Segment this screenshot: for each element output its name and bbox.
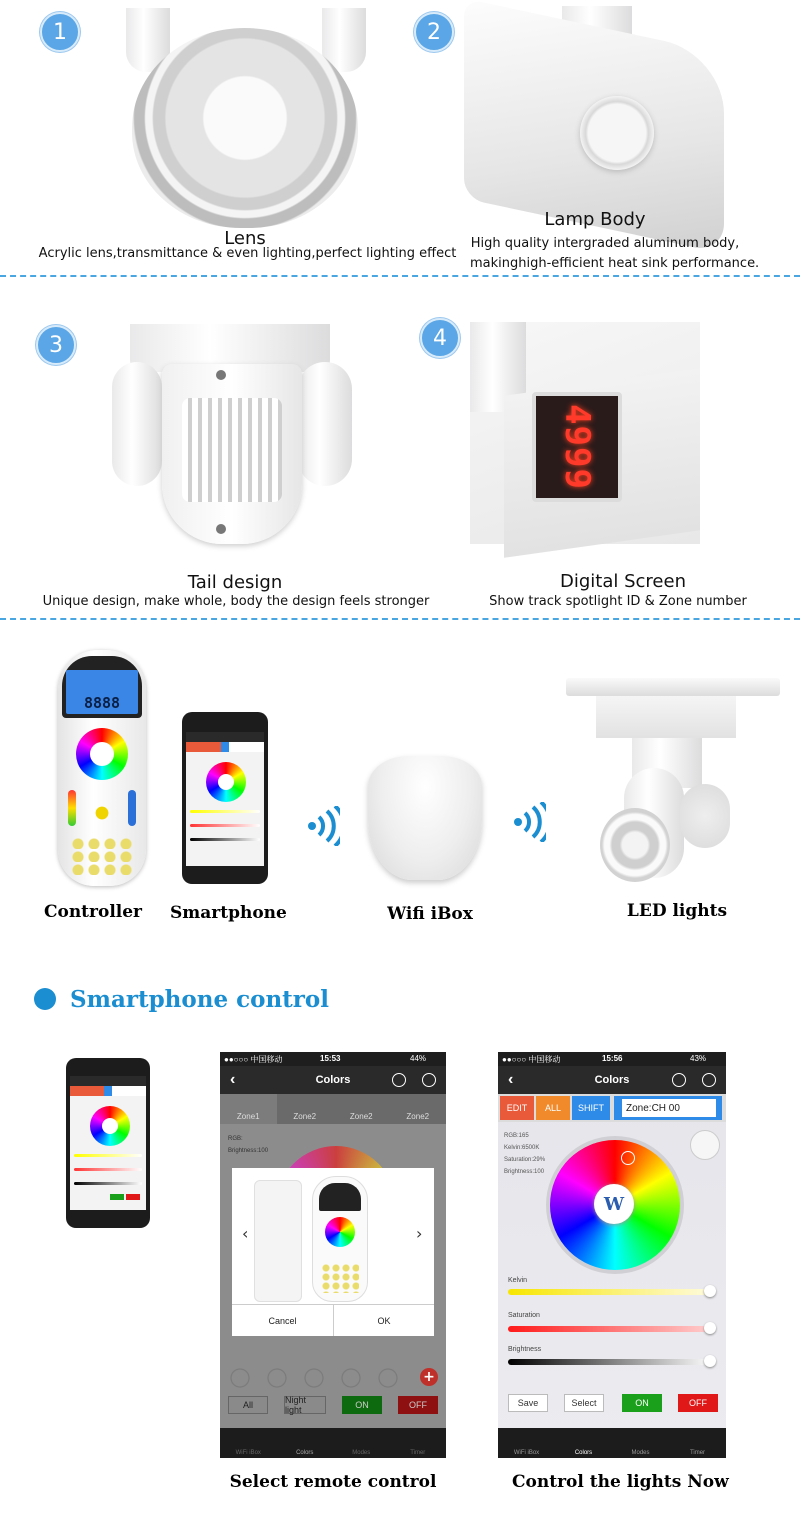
lamp-body-desc-1: High quality intergraded aluminum body, (470, 236, 740, 251)
status-time: 15:56 (602, 1054, 623, 1063)
ibox-label: Wifi iBox (387, 904, 473, 924)
shift-button[interactable]: SHIFT (572, 1096, 610, 1120)
lens-title: Lens (224, 228, 266, 249)
saturation-slider[interactable] (508, 1326, 714, 1332)
seven-seg-display (532, 392, 622, 502)
wheel-selector[interactable] (621, 1151, 635, 1165)
all-button[interactable]: ALL (536, 1096, 570, 1120)
digital-screen-desc: Show track spotlight ID & Zone number (489, 594, 747, 609)
screen-title: Colors (315, 1074, 351, 1086)
kelvin-slider[interactable] (508, 1289, 714, 1295)
wifi-signal-icon (512, 802, 546, 842)
next-arrow-icon[interactable]: › (416, 1224, 423, 1243)
lens-desc: Acrylic lens,transmittance & even lighting,perfect lighting effect (38, 246, 457, 261)
off-button[interactable]: OFF (678, 1394, 718, 1412)
tab-timer[interactable]: Timer (689, 1450, 706, 1456)
tail-title: Tail design (187, 572, 283, 593)
status-time: 15:53 (320, 1054, 341, 1063)
info-kelvin: Kelvin:6500K (504, 1145, 540, 1151)
link-icon[interactable] (392, 1073, 406, 1087)
app-screen-control-lights (498, 1052, 726, 1458)
zone-value: 00 (668, 1102, 680, 1114)
zone-tab[interactable]: Zone2 (406, 1112, 430, 1121)
zone-label: Zone:CH (626, 1102, 667, 1114)
divider-1 (0, 275, 800, 277)
brightness-label: Brightness:100 (228, 1148, 269, 1154)
section-bullet-icon (34, 988, 56, 1010)
step-badge-4: 4 (420, 318, 460, 358)
display-value: 4999 (557, 404, 598, 490)
tab-modes[interactable]: Modes (352, 1450, 371, 1456)
white-button[interactable]: W (594, 1184, 634, 1224)
wifi-ibox-image (368, 756, 482, 880)
tab-colors[interactable]: Colors (296, 1450, 314, 1456)
refresh-icon[interactable] (422, 1073, 436, 1087)
caption-control-lights: Control the lights Now (512, 1472, 729, 1492)
brightness-slider[interactable] (508, 1359, 714, 1365)
step-badge-1: 1 (40, 12, 80, 52)
remote-option-right[interactable] (312, 1176, 368, 1302)
remote-option-left[interactable] (254, 1180, 302, 1302)
controller-label: Controller (43, 902, 143, 922)
remote-select-dialog (232, 1168, 434, 1336)
back-icon[interactable]: ‹ (508, 1071, 514, 1088)
zone-tab[interactable]: Zone2 (293, 1112, 317, 1121)
all-button[interactable]: All (228, 1396, 268, 1414)
dialog-cancel-button[interactable]: Cancel (268, 1315, 297, 1326)
step-badge-3: 3 (36, 325, 76, 365)
lamp-body-desc-2: makinghigh-efficient heat sink performance. (470, 256, 760, 271)
smartphone-image (182, 712, 268, 884)
remote-pad-icon[interactable] (690, 1130, 720, 1160)
tab-modes[interactable]: Modes (631, 1450, 650, 1456)
lamp-body-title: Lamp Body (544, 209, 646, 230)
tab-wifi-ibox[interactable]: WiFi iBox (513, 1450, 540, 1456)
off-button[interactable]: OFF (398, 1396, 438, 1414)
kelvin-label: Kelvin (508, 1277, 528, 1284)
rgb-label: RGB: (228, 1136, 243, 1142)
led-label: LED lights (626, 901, 728, 921)
info-saturation: Saturation:29% (504, 1157, 546, 1163)
link-icon[interactable] (672, 1073, 686, 1087)
zone-tab[interactable]: Zone2 (349, 1112, 373, 1121)
step-badge-2: 2 (414, 12, 454, 52)
info-rgb: RGB:165 (504, 1133, 529, 1139)
status-carrier: ●●○○○ 中国移动 (224, 1055, 283, 1064)
tail-desc: Unique design, make whole, body the design feels stronger (42, 594, 430, 609)
night-light-button[interactable]: Night light (284, 1396, 326, 1414)
remote-controller-image: 8888 (58, 650, 146, 886)
info-brightness: Brightness:100 (504, 1169, 545, 1175)
prev-arrow-icon[interactable]: ‹ (242, 1224, 249, 1243)
status-battery: 43% (690, 1054, 707, 1063)
app-screen-select-remote (220, 1052, 446, 1458)
status-battery: 44% (410, 1054, 427, 1063)
refresh-icon[interactable] (702, 1073, 716, 1087)
saturation-label: Saturation (508, 1312, 540, 1319)
divider-2 (0, 618, 800, 620)
on-button[interactable]: ON (342, 1396, 382, 1414)
tail-image (112, 324, 352, 546)
smartphone-label: Smartphone (170, 903, 287, 923)
dialog-ok-button[interactable]: OK (377, 1315, 391, 1326)
tab-colors[interactable]: Colors (574, 1450, 593, 1456)
back-icon[interactable]: ‹ (230, 1071, 236, 1088)
lens-image (122, 8, 366, 226)
digital-screen-title: Digital Screen (560, 571, 686, 592)
caption-select-remote: Select remote control (229, 1472, 437, 1492)
wifi-signal-icon (306, 806, 340, 846)
screen-title: Colors (594, 1074, 630, 1086)
lamp-body-image (462, 6, 746, 232)
led-light-image (560, 678, 782, 890)
tab-timer[interactable]: Timer (410, 1450, 426, 1456)
section-title: Smartphone control (70, 986, 329, 1013)
brightness-label: Brightness (508, 1346, 542, 1353)
small-phone-image (66, 1058, 150, 1228)
select-button[interactable]: Select (564, 1394, 604, 1412)
zone-field[interactable] (622, 1099, 716, 1117)
digital-screen-image (470, 322, 700, 544)
add-preset-icon[interactable]: + (420, 1368, 438, 1386)
zone-tab[interactable]: Zone1 (220, 1094, 277, 1124)
edit-button[interactable]: EDIT (500, 1096, 534, 1120)
status-carrier: ●●○○○ 中国移动 (502, 1055, 561, 1064)
on-button[interactable]: ON (622, 1394, 662, 1412)
tab-wifi-ibox[interactable]: WiFi iBox (235, 1450, 261, 1456)
save-button[interactable]: Save (508, 1394, 548, 1412)
